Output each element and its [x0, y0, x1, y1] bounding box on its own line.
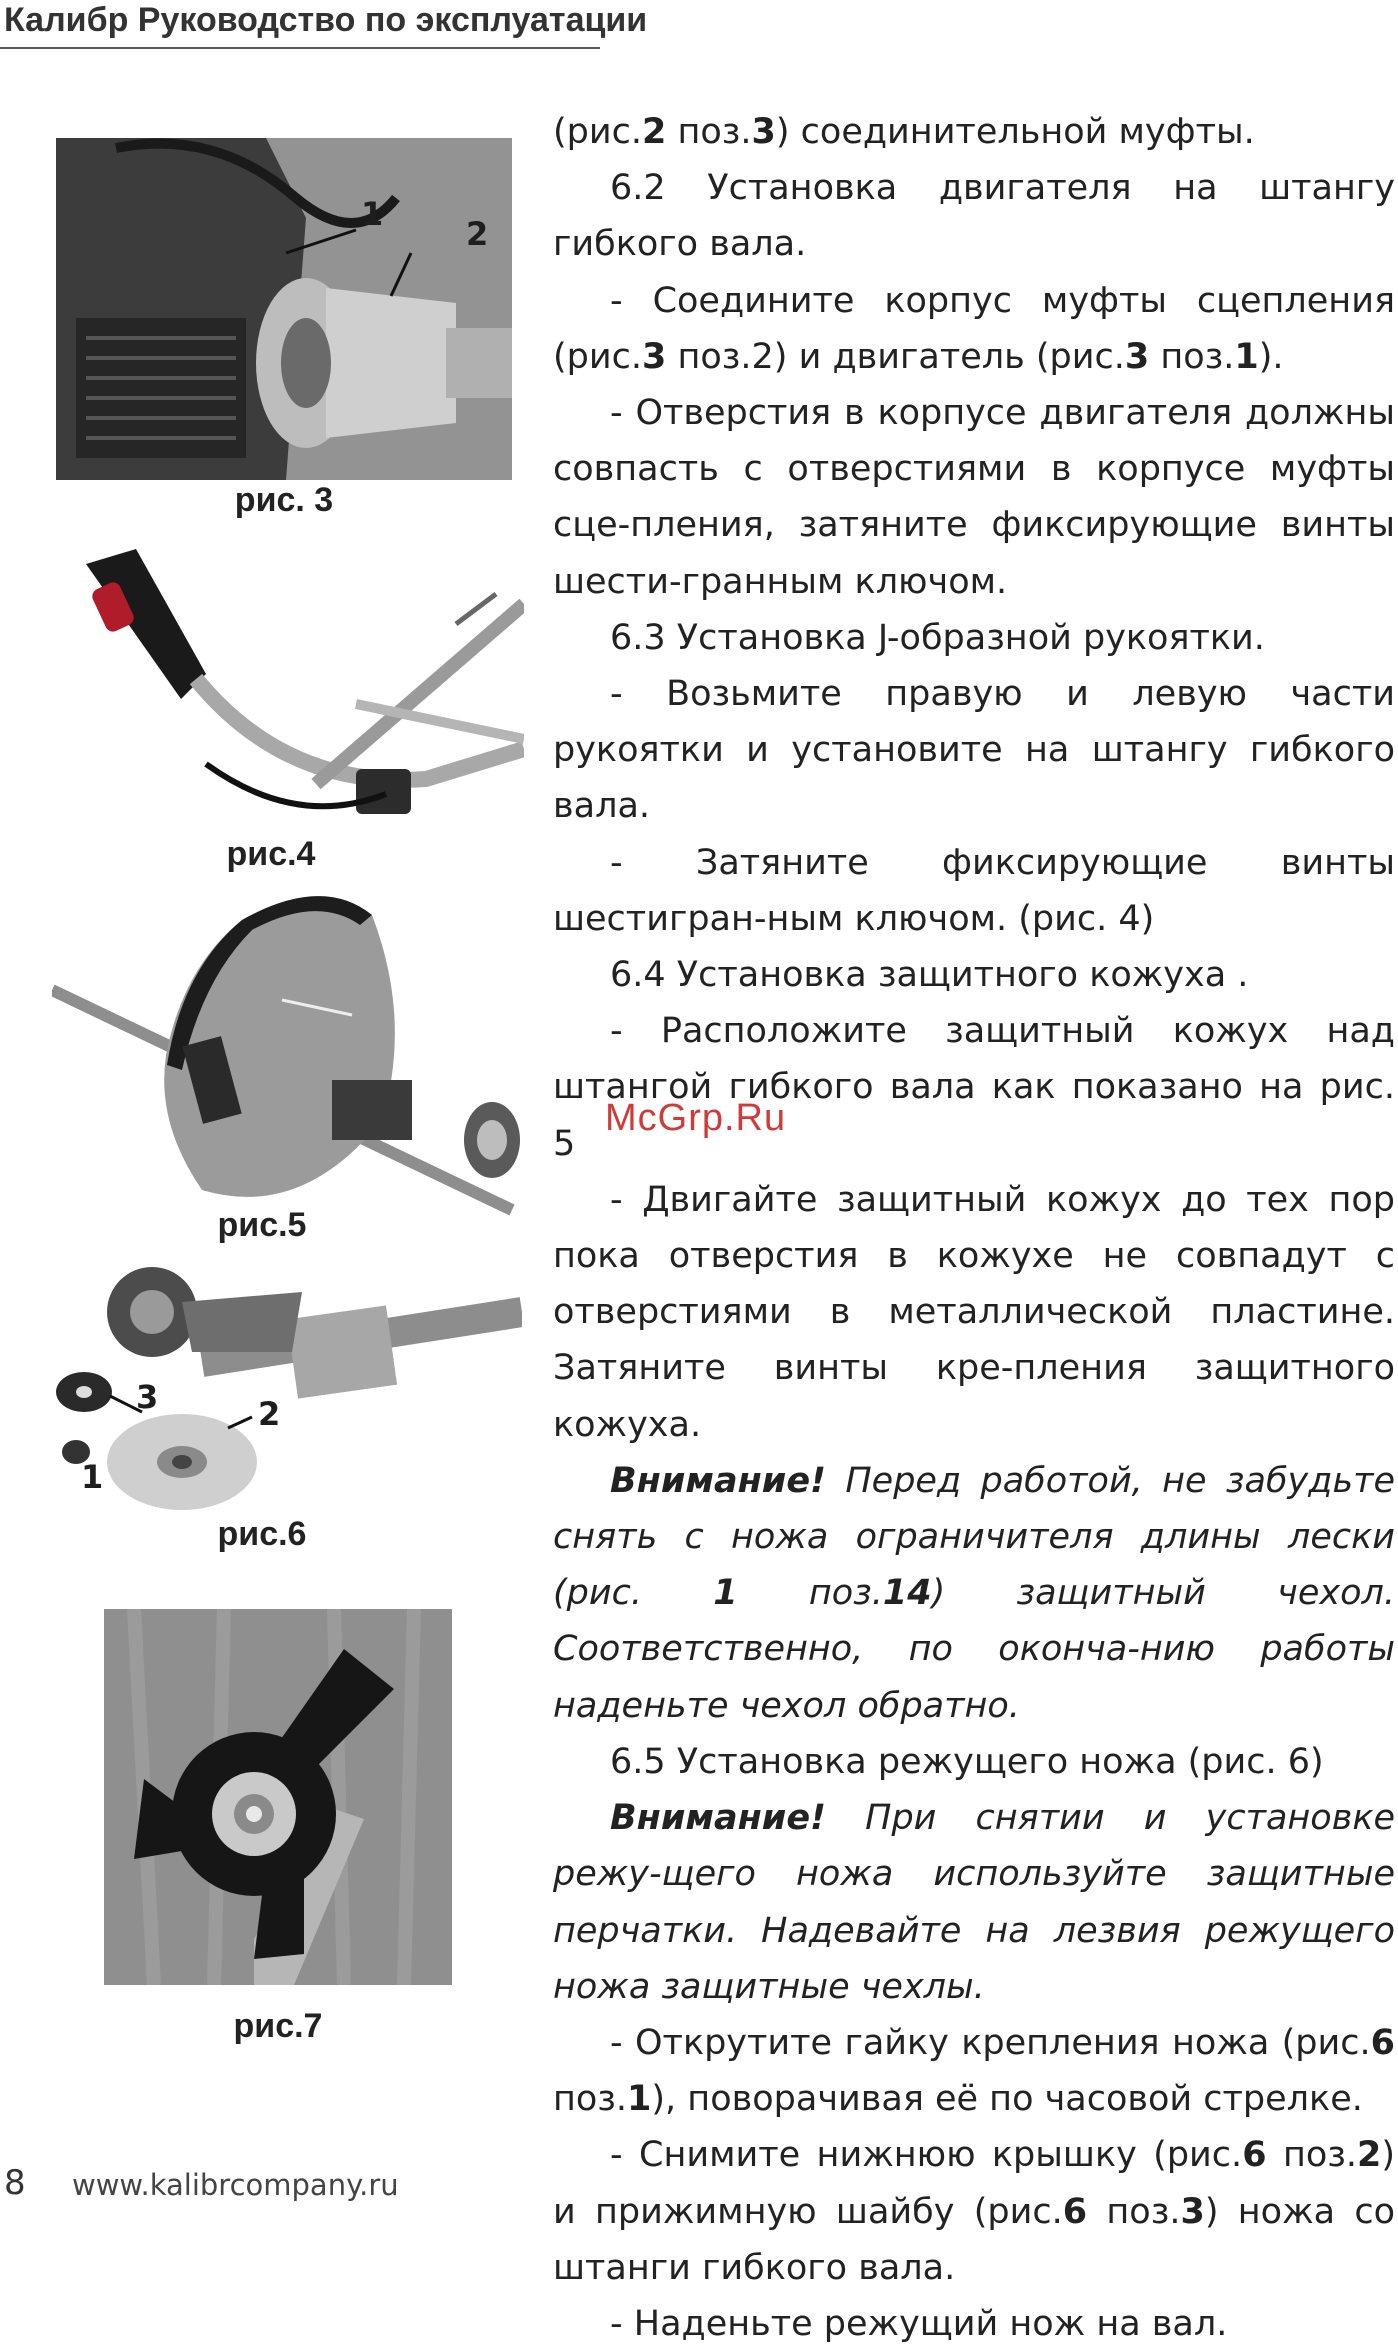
- section-6-2-heading: 6.2 Установка двигателя на штангу гибкого вала.: [553, 168, 1395, 265]
- figure-6-caption: рис.6: [217, 1515, 307, 1553]
- figure-3-label-1: 1: [361, 195, 384, 233]
- paragraph-10: - Двигайте защитный кожух до тех пор пока отверстия в кожухе не совпадут с отверстиями в металлической пластине. Затяните винты кре-пления защитного кожуха.: [553, 1179, 1395, 1445]
- paragraph-16: - Наденьте режущий нож на вал.: [610, 2303, 1228, 2344]
- figure-3-caption: рис. 3: [234, 481, 334, 519]
- paragraph-15: - Снимите нижнюю крышку (рис.6 поз.2) и прижимную шайбу (рис.6 поз.3) ножа со штанги гибкого вала.: [553, 2135, 1395, 2288]
- figure-7-caption: рис.7: [233, 2007, 323, 2045]
- header-rule: [0, 47, 600, 49]
- figure-7-photo: [104, 1609, 452, 1985]
- figure-5-photo: [52, 890, 520, 1232]
- paragraph-14: - Открутите гайку крепления ножа (рис.6 поз.1), поворачивая её по часовой стрелке.: [553, 2022, 1395, 2120]
- paragraph-6: - Возьмите правую и левую части рукоятки и установите на штангу гибкого вала.: [553, 674, 1395, 827]
- paragraph-3: - Соедините корпус муфты сцепления (рис.3 поз.2) и двигатель (рис.3 поз.1).: [553, 280, 1395, 377]
- warning-note-1: Внимание! Перед работой, не забудьте снять с ножа ограничителя длины лески (рис. 1 поз.14) защитный чехол. Соответственно, по оконча-нию работы наденьте чехол обратно.: [553, 1460, 1395, 1726]
- figure-6-label-3: 3: [136, 1378, 159, 1416]
- figure-5-caption: рис.5: [217, 1206, 307, 1244]
- warning-note-2: Внимание! При снятии и установке режу-щего ножа используйте защитные перчатки. Надевайте на лезвия режущего ножа защитные чехлы.: [553, 1798, 1395, 2007]
- figure-4-photo: [56, 544, 524, 832]
- figure-3-photo: [56, 138, 512, 480]
- paragraph-9: - Расположите защитный кожух над штангой гибкого вала как показано на рис. 5: [553, 1011, 1395, 1164]
- page-number: 8: [4, 2163, 26, 2203]
- figure-6-label-2: 2: [258, 1395, 281, 1433]
- footer-url[interactable]: www.kalibrcompany.ru: [72, 2168, 399, 2202]
- paragraph-4: - Отверстия в корпусе двигателя должны совпасть с отверстиями в корпусе муфты сце-пления, затяните фиксирующие винты шести-гранным ключом.: [553, 393, 1395, 602]
- paragraph-1: (рис.2 поз.3) соединительной муфты.: [553, 112, 1255, 152]
- watermark: McGrp.Ru: [605, 1097, 787, 1139]
- section-6-4-heading: 6.4 Установка защитного кожуха .: [610, 955, 1249, 996]
- figure-6-photo: [52, 1262, 522, 1510]
- running-header: Калибр Руководство по эксплуатации: [4, 1, 648, 39]
- section-6-5-heading: 6.5 Установка режущего ножа (рис. 6): [610, 1741, 1324, 1782]
- main-text: [553, 104, 1395, 2352]
- figure-3-label-2: 2: [466, 215, 489, 253]
- paragraph-7: - Затяните фиксирующие винты шестигран-ным ключом. (рис. 4): [553, 842, 1395, 939]
- section-6-3-heading: 6.3 Установка J-образной рукоятки.: [610, 617, 1265, 658]
- figure-4-caption: рис.4: [226, 835, 316, 873]
- figure-6-label-1: 1: [81, 1458, 104, 1496]
